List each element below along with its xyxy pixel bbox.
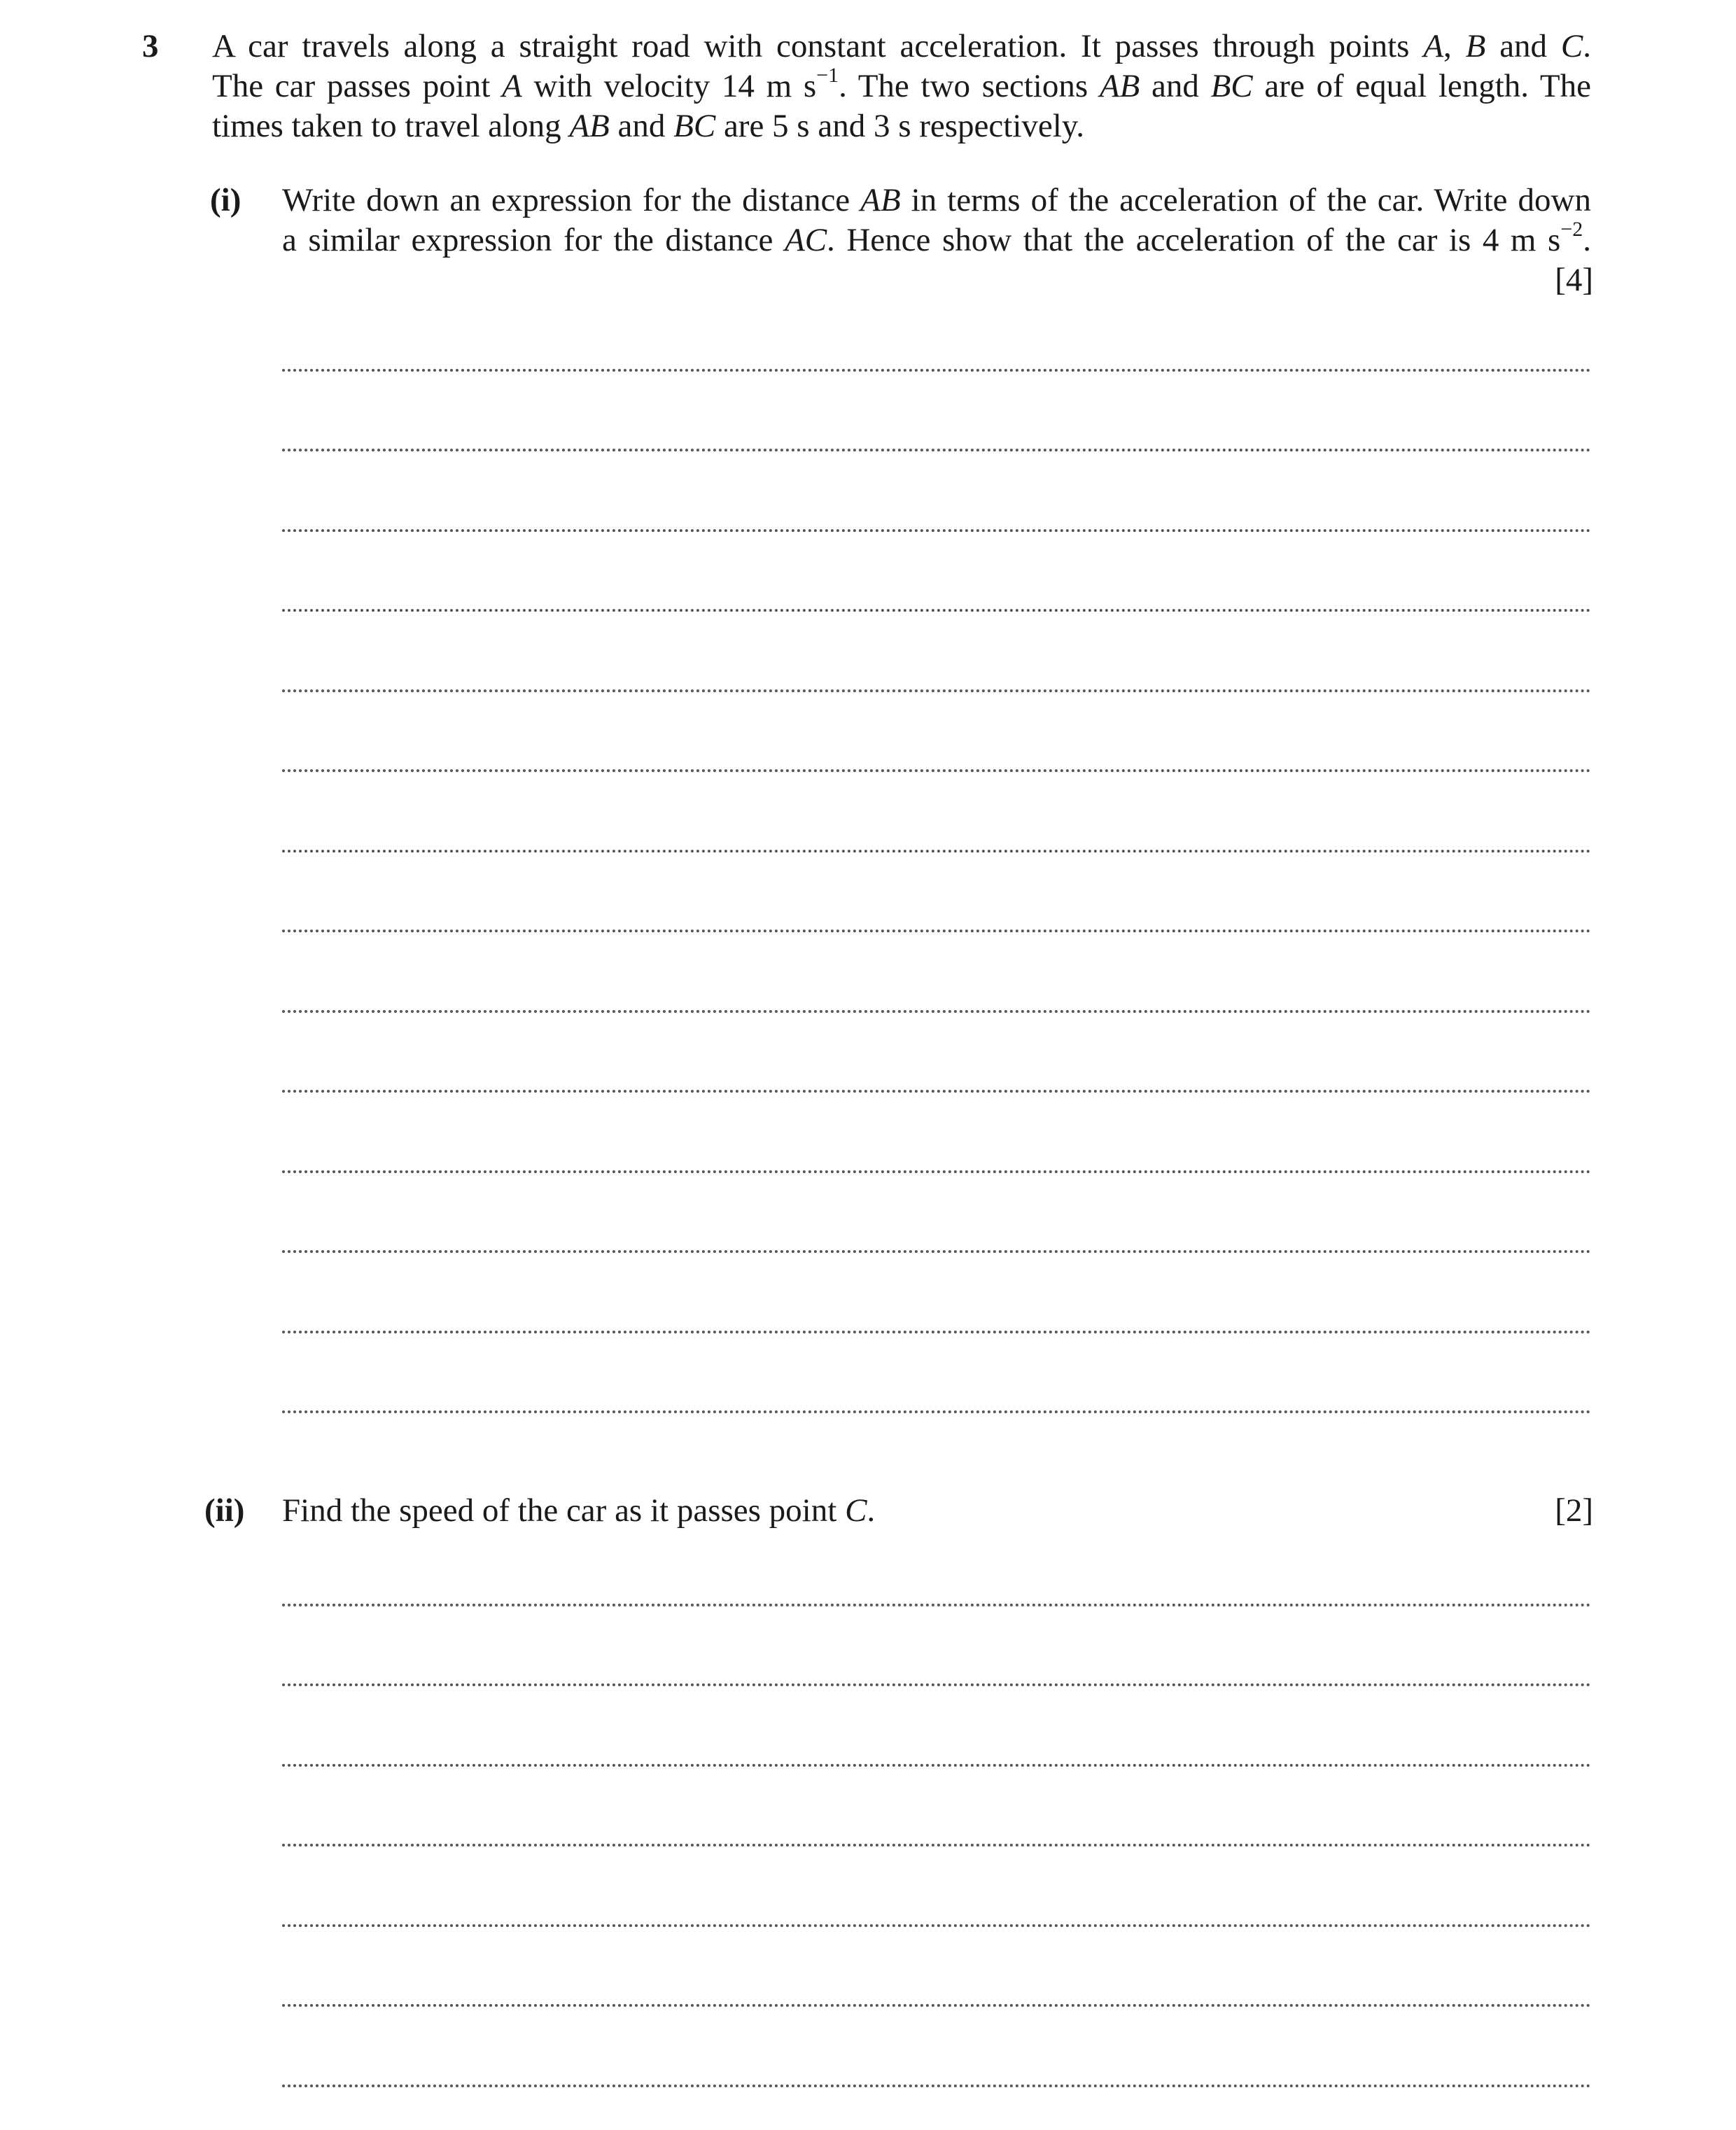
answer-line[interactable] <box>282 529 1591 532</box>
part-i-label: (i) <box>210 182 241 218</box>
answer-line[interactable] <box>282 1250 1591 1253</box>
answer-line[interactable] <box>282 1331 1591 1333</box>
answer-line[interactable] <box>282 2004 1591 2007</box>
answer-line[interactable] <box>282 930 1591 932</box>
answer-line[interactable] <box>282 769 1591 772</box>
part-ii-line-1: Find the speed of the car as it passes point C. <box>282 1492 876 1529</box>
answer-line[interactable] <box>282 1010 1591 1013</box>
answer-line[interactable] <box>282 1764 1591 1767</box>
answer-line[interactable] <box>282 2085 1591 2087</box>
part-ii-marks: [2] <box>1555 1492 1593 1529</box>
answer-line[interactable] <box>282 689 1591 692</box>
answer-line[interactable] <box>282 1924 1591 1927</box>
answer-line[interactable] <box>282 369 1591 372</box>
stem-line-3: times taken to travel along AB and BC are 5 s and 3 s respectively. <box>212 108 1085 144</box>
stem-line-2: The car passes point A with velocity 14 m $s^{-1}$. The two sections AB and BC are of equal length. The <box>212 64 1591 104</box>
answer-line[interactable] <box>282 449 1591 451</box>
part-ii-text <box>282 1491 1591 1531</box>
answer-line[interactable] <box>282 1683 1591 1686</box>
part-ii-label: (ii) <box>204 1492 245 1529</box>
answer-line[interactable] <box>282 850 1591 853</box>
question-stem <box>212 27 1591 146</box>
part-i-line-2: a similar expression for the distance AC. Hence show that the acceleration of the car is 4 m $s^{-2}$. <box>282 218 1591 258</box>
part-i-text <box>282 181 1591 260</box>
answer-line[interactable] <box>282 609 1591 612</box>
answer-line[interactable] <box>282 1410 1591 1413</box>
part-i <box>210 181 1593 300</box>
answer-line[interactable] <box>282 1604 1591 1606</box>
part-i-line-1: Write down an expression for the distance AB in terms of the acceleration of the car. Write down <box>282 182 1591 218</box>
part-ii <box>204 1491 1593 1533</box>
part-i-marks: [4] <box>1555 262 1593 298</box>
answer-line[interactable] <box>282 1090 1591 1093</box>
stem-line-1: A car travels along a straight road with constant acceleration. It passes through points A, B and C. <box>212 28 1592 64</box>
question-number: 3 <box>142 28 159 64</box>
answer-line[interactable] <box>282 1170 1591 1173</box>
answer-line[interactable] <box>282 1844 1591 1847</box>
